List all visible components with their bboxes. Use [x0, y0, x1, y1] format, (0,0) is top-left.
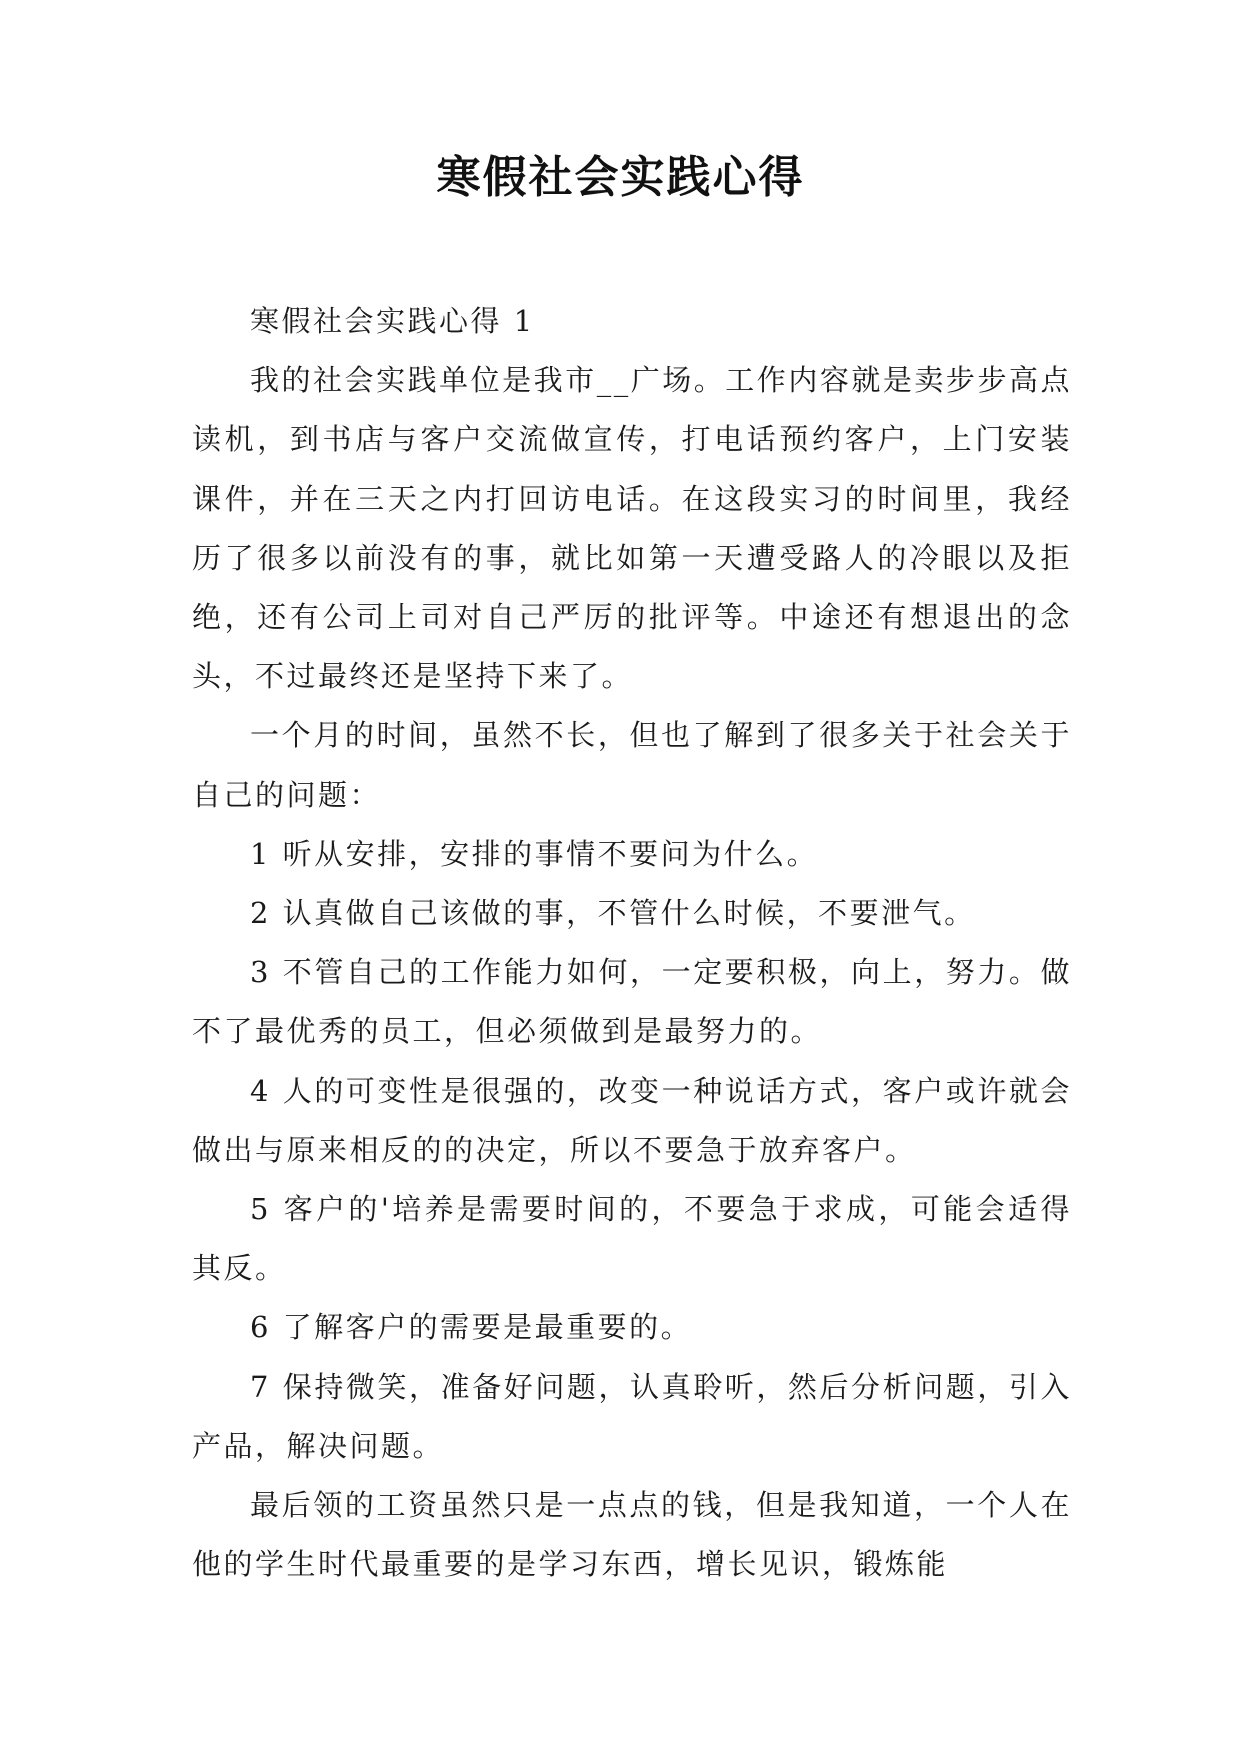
list-item: 2 认真做自己该做的事，不管什么时候，不要泄气。	[250, 896, 976, 931]
list-item: 3 不管自己的工作能力如何，一定要积极，向上，努力。做不了最优秀的员工，但必须做到是最努力的。	[192, 955, 1072, 1049]
document-title: 寒假社会实践心得	[436, 152, 805, 203]
list-item: 5 客户的'培养是需要时间的，不要急于求成，可能会适得其反。	[192, 1192, 1072, 1286]
document-body	[192, 292, 1072, 1594]
list-item: 7 保持微笑，准备好问题，认真聆听，然后分析问题，引入产品，解决问题。	[192, 1369, 1072, 1463]
paragraph: 最后领的工资虽然只是一点点的钱，但是我知道，一个人在他的学生时代最重要的是学习东西，增长见识，锻炼能	[192, 1488, 1072, 1582]
paragraph: 一个月的时间，虽然不长，但也了解到了很多关于社会关于自己的问题：	[192, 718, 1072, 812]
list-item: 1 听从安排，安排的事情不要问为什么。	[250, 836, 819, 871]
paragraph-heading: 寒假社会实践心得 1	[250, 304, 535, 338]
list-item: 4 人的可变性是很强的，改变一种说话方式，客户或许就会做出与原来相反的的决定，所以不要急于放弃客户。	[192, 1073, 1072, 1167]
paragraph: 我的社会实践单位是我市__广场。工作内容就是卖步步高点读机，到书店与客户交流做宣传，打电话预约客户，上门安装课件，并在三天之内打回访电话。在这段实习的时间里，我经历了很多以前没有的事，就比如第一天遭受路人的冷眼以及拒绝，还有公司上司对自己严厉的批评等。中途还有想退出的念头，不过最终还是坚持下来了。	[192, 363, 1072, 694]
list-item: 6 了解客户的需要是最重要的。	[250, 1310, 693, 1345]
